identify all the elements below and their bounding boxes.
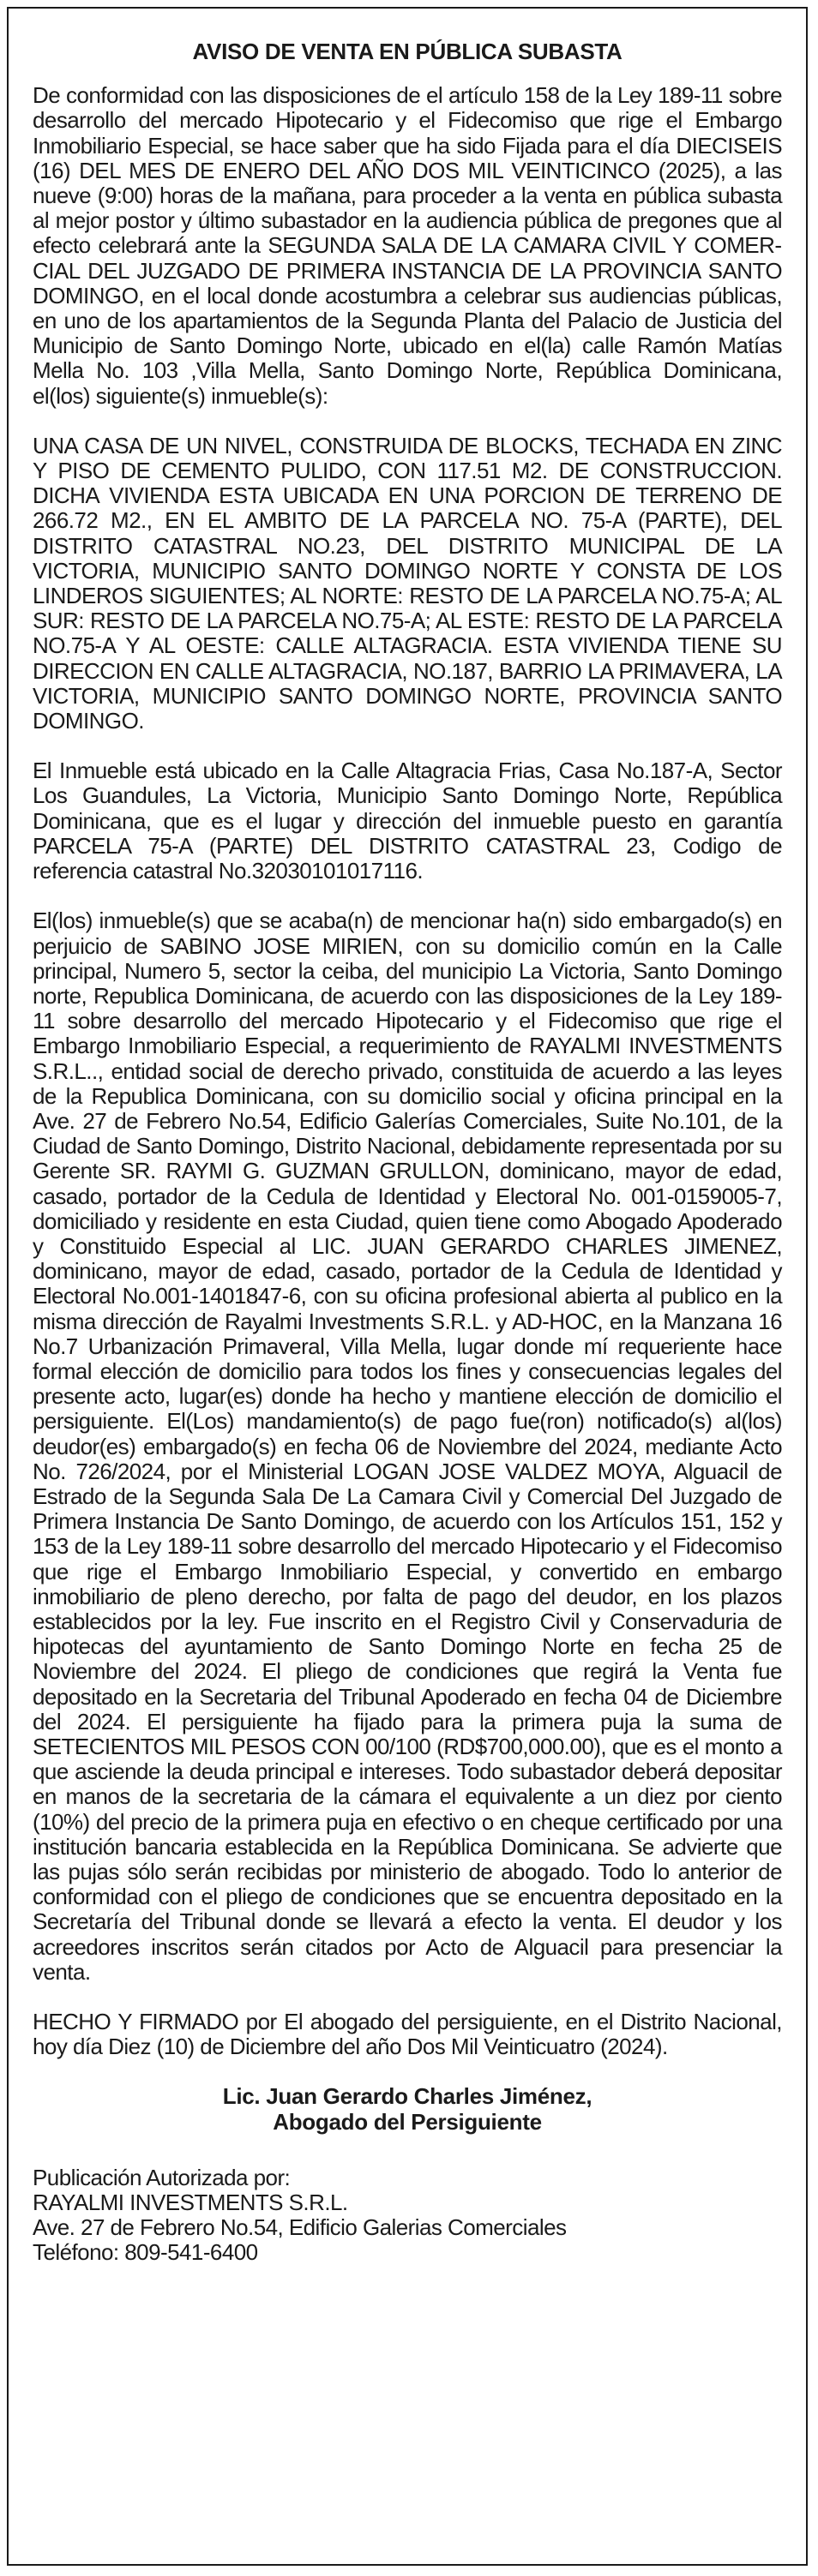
footer-company: RAYALMI INVESTMENTS S.R.L. [33, 2190, 348, 2216]
signature-role: Abogado del Persiguiente [273, 2108, 542, 2135]
notice-title: AVISO DE VENTA EN PÚBLICA SUBASTA [192, 39, 623, 64]
notice-paragraph-intro: De conformidad con las disposiciones de el artículo 158 de la Ley 189-11 sobre desarrollo del mercado Hipotecario y el Fidecomiso que rige el Embargo Inmobiliario Especial, se hace saber que ha sido Fijada para el día DIECISEIS (16) DEL MES DE ENERO DEL AÑO DOS MIL VEINTICINCO (2025), a las nueve (9:00) horas de la mañana, para proceder a la venta en pública subasta al mejor postor y último subastador en la audiencia pública de pregones que al efecto celebrará ante la SEGUNDA SALA DE LA CAMARA CIVIL Y COMERCIAL DEL JUZGADO DE PRIMERA INSTANCIA DE LA PROVINCIA SANTO DOMINGO, en el local donde acostumbra a celebrar sus audiencias públicas, en uno de los apartamientos de la Segunda Planta del Palacio de Justicia del Municipio de Santo Domingo Norte, ubicado en el(la) calle Ramón Matías Mella No. 103 ,Villa Mella, Santo Domingo Norte, República Dominicana, el(los) siguiente(s) inmueble(s): [33, 82, 782, 409]
notice-paragraph-location: El Inmueble está ubicado en la Calle Altagracia Frias, Casa No.187-A, Sector Los Guandules, La Victoria, Municipio Santo Domingo Norte, República Dominicana, que es el lugar y dirección del inmueble puesto en garantía PARCELA 75-A (PARTE) DEL DISTRITO CATASTRAL 23, Codigo de referencia catastral No.32030101017116. [33, 758, 782, 884]
footer-authorized-label: Publicación Autorizada por: [33, 2164, 291, 2190]
signature-name: Lic. Juan Gerardo Charles Jiménez, [222, 2083, 592, 2110]
signature-block [33, 2084, 782, 2134]
publication-footer [33, 2166, 782, 2266]
notice-paragraph-property: UNA CASA DE UN NIVEL, CONSTRUIDA DE BLOCKS, TECHADA EN ZINC Y PISO DE CEMENTO PULIDO, CON 117.51 M2. DE CONSTRUCCION. DICHA VIVIENDA ESTA UBICADA EN UNA PORCION DE TERRENO DE 266.72 M2., EN EL AMBITO DE LA PARCELA NO. 75-A (PARTE), DEL DISTRITO CATASTRAL NO.23, DEL DISTRITO MUNICIPAL DE LA VICTORIA, MUNICIPIO SANTO DOMINGO NORTE Y CONSTA DE LOS LINDEROS SIGUIENTES; AL NORTE: RESTO DE LA PARCELA NO.75-A; AL SUR: RESTO DE LA PARCELA NO.75-A; AL ESTE: RESTO DE LA PARCELA NO.75-A Y AL OESTE: CALLE ALTAGRACIA. ESTA VIVIENDA TIENE SU DIRECCION EN CALLE ALTAGRACIA, NO.187, BARRIO LA PRIMAVERA, LA VICTORIA, MUNICIPIO SANTO DOMINGO NORTE, PROVINCIA SANTO DOMINGO. [33, 432, 782, 734]
auction-notice [7, 7, 808, 2566]
notice-paragraph-signed: HECHO Y FIRMADO por El abogado del persiguiente, en el Distrito Nacional, hoy día Diez (10) de Diciembre del año Dos Mil Veinticuatro (2024). [33, 2009, 782, 2060]
footer-address: Ave. 27 de Febrero No.54, Edificio Galerias Comerciales [33, 2214, 567, 2241]
footer-phone: Teléfono: 809-541-6400 [33, 2239, 258, 2266]
notice-paragraph-embargo: El(los) inmueble(s) que se acaba(n) de mencionar ha(n) sido embargado(s) en perjuicio de SABINO JOSE MIRIEN, con su domicilio común en la Calle principal, Numero 5, sector la ceiba, del municipio La Victoria, Santo Domingo norte, Republica Dominicana, de acuerdo con las disposiciones de la Ley 189-11 sobre desarrollo del mercado Hipotecario y el Fidecomiso que rige el Embargo Inmobiliario Especial, a requerimiento de RAYALMI INVESTMENTS S.R.L.., entidad social de derecho privado, constituida de acuerdo a las leyes de la Republica Dominicana, con su domicilio social y oficina principal en la Ave. 27 de Febrero No.54, Edificio Galerías Comerciales, Suite No.101, de la Ciudad de Santo Domingo, Distrito Nacional, debidamente representada por su Gerente SR. RAYMI G. GUZMAN GRULLON, dominicano, mayor de edad, casado, portador de la Cedula de Identidad y Electoral No. 001-0159005-7, domiciliado y residente en esta Ciudad, quien tiene como Abogado Apoderado y Constituido Especial al LIC. JUAN GERARDO CHARLES JIMENEZ, dominicano, mayor de edad, casado, portador de la Cedula de Identidad y Electoral No.001-1401847-6, con su oficina profesional abierta al publico en la misma dirección de Rayalmi Investments S.R.L. y AD-HOC, en la Manzana 16 No.7 Urbanización Primaveral, Villa Mella, lugar donde mí requeriente hace formal elección de domicilio para todos los fines y consecuencias legales del presente acto, lugar(es) donde ha hecho y mantiene elección de domicilio el persiguiente. El(Los) mandamiento(s) de pago fue(ron) notificado(s) al(los) deudor(es) embargado(s) en fecha 06 de Noviembre del 2024, mediante Acto No. 726/2024, por el Ministerial LOGAN JOSE VALDEZ MOYA, Alguacil de Estrado de la Segunda Sala De La Camara Civil y Comercial Del Juzgado de Primera Instancia De Santo Domingo, de acuerdo con los Artículos 151, 152 y 153 de la Ley 189-11 sobre desarrollo del mercado Hipotecario y el Fidecomiso que rige el Embargo Inmobiliario Especial, y convertido en embargo inmobiliario de pleno derecho, por falta de pago del deudor, en los plazos establecidos por la ley. Fue inscrito en el Registro Civil y Conservaduria de hipotecas del ayuntamiento de Santo Domingo Norte en fecha 25 de Noviembre del 2024. El pliego de condiciones que regirá la Venta fue depositado en la Secretaria del Tribunal Apoderado en fecha 04 de Diciembre del 2024. El persiguiente ha fijado para la primera puja la suma de SETECIENTOS MIL PESOS CON 00/100 (RD$700,000.00), que es el monto a que asciende la deuda principal e intereses. Todo subastador deberá depositar en manos de la secretaria de la cámara el equivalente a un diez por ciento (10%) del precio de la primera puja en efectivo o en cheque certificado por una institución bancaria establecida en la República Dominicana. Se advierte que las pujas sólo serán recibidas por ministerio de abogado. Todo lo anterior de conformidad con el pliego de condiciones que se encuentra depositado en la Secretaría del Tribunal donde se llevará a efecto la venta. El deudor y los acreedores inscritos serán citados por Acto de Alguacil para presenciar la venta. [33, 908, 782, 1985]
